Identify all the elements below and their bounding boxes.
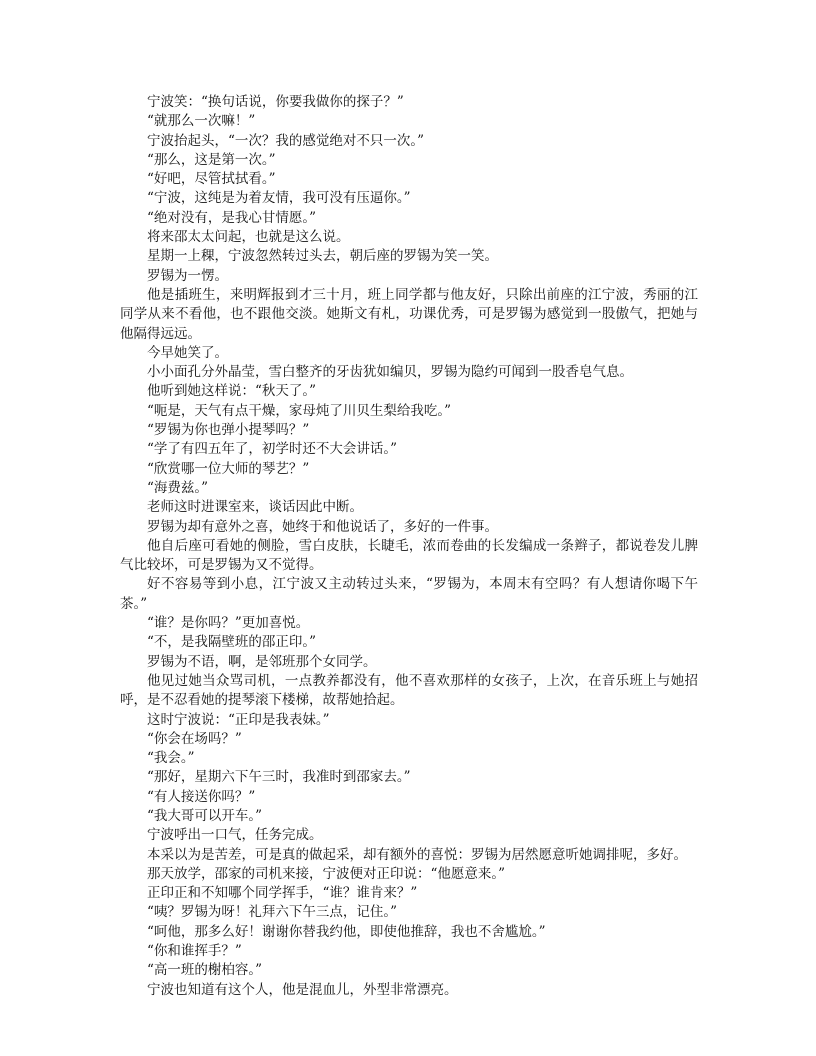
paragraph: “就那么一次嘛！” — [147, 113, 256, 130]
paragraph: “欣赏哪一位大师的琴艺？” — [147, 460, 310, 477]
paragraph: “好吧，尽管拭拭看。” — [147, 171, 276, 188]
paragraph: 罗锡为不语，啊，是邻班那个女同学。 — [147, 653, 377, 670]
paragraph: “那么，这是第一次。” — [147, 151, 276, 168]
paragraph: “罗锡为你也弹小提琴吗？” — [147, 422, 310, 439]
paragraph: “你会在场吗？” — [147, 730, 242, 747]
paragraph: “你和谁挥手？” — [147, 943, 242, 960]
paragraph: “有人接送你吗？” — [147, 788, 256, 805]
paragraph: 罗锡为却有意外之喜，她终于和他说话了，多好的一件事。 — [147, 518, 498, 535]
paragraph: 他自后座可看她的侧脸，雪白皮肤，长睫毛，浓而卷曲的长发编成一条辫子，都说卷发儿脾气比较坏，可是罗锡为又不觉得。 — [120, 537, 698, 574]
paragraph: “绝对没有，是我心甘情愿。” — [147, 209, 317, 226]
paragraph: “高一班的榭柏容。” — [147, 962, 263, 979]
paragraph: “谁？是你吗？”更加喜悦。 — [147, 615, 310, 632]
paragraph: “学了有四五年了，初学时还不大会讲话。” — [147, 441, 398, 458]
paragraph: 他见过她当众骂司机，一点教养都没有，他不喜欢那样的女孩子，上次，在音乐班上与她招呼，是不忍看她的提琴滚下楼梯，故帮她拾起。 — [120, 672, 698, 709]
paragraph: 本采以为是苦差，可是真的做起采，却有额外的喜悦：罗锡为居然愿意听她调排呢，多好。 — [147, 846, 687, 863]
paragraph: “呵他，那多么好！谢谢你替我约他，即使他推辞，我也不舍尴尬。” — [147, 923, 546, 940]
paragraph: 宁波笑：“换句话说，你要我做你的探子？” — [147, 94, 404, 110]
paragraph: “不，是我隔壁班的邵正印。” — [147, 634, 317, 651]
paragraph: 这时宁波说：“正印是我表妹。” — [147, 711, 330, 728]
paragraph: 将来邵太太问起，也就是这么说。 — [147, 229, 350, 246]
paragraph: “宁波，这纯是为着友情，我可没有压逼你。” — [147, 190, 411, 207]
paragraph: “我会。” — [147, 750, 195, 767]
paragraph: 正印正和不知哪个同学挥手，“谁？谁肯来？” — [147, 885, 418, 902]
paragraph: 今早她笑了。 — [147, 344, 228, 361]
paragraph: 星期一上稞，宁波忽然转过头去，朝后座的罗锡为笑一笑。 — [147, 248, 498, 265]
paragraph: 罗锡为一愣。 — [147, 267, 228, 284]
paragraph: 宁波抬起头，“一次？我的感觉绝对不只一次。” — [147, 132, 425, 149]
paragraph: 他听到她这样说：“秋天了。” — [147, 383, 317, 400]
paragraph: 好不容易等到小息，江宁波又主动转过头来，“罗锡为，本周末有空吗？有人想请你喝下午茶。” — [120, 576, 698, 612]
paragraph: “呃是，天气有点干燥，家母炖了川贝生梨给我吃。” — [147, 402, 452, 419]
paragraph: 小小面孔分外晶莹，雪白整齐的牙齿犹如编贝，罗锡为隐约可闻到一股香皂气息。 — [147, 364, 633, 381]
paragraph: “那好，星期六下午三时，我准时到邵家去。” — [147, 769, 411, 786]
body-text — [120, 93, 698, 1000]
paragraph: 宁波呼出一口气，任务完成。 — [147, 827, 323, 844]
paragraph: 老师这时进课室来，谈话因此中断。 — [147, 499, 363, 516]
paragraph: 宁波也知道有这个人，他是混血儿，外型非常漂亮。 — [147, 981, 458, 998]
paragraph: 那天放学，邵家的司机来接，宁波便对正印说：“他愿意来。” — [147, 865, 506, 882]
paragraph: 他是插班生，来明辉报到才三十月，班上同学都与他友好，只除出前座的江宁波，秀丽的江同学从来不看他，也不跟他交淡。她斯文有札，功课优秀，可是罗锡为感觉到一股傲气，把她与他隔得远远。 — [120, 286, 698, 342]
paragraph: “我大哥可以开车。” — [147, 807, 263, 824]
paragraph: “海费兹。” — [147, 479, 209, 496]
paragraph: “咦？罗锡为呀！礼拜六下午三点，记住。” — [147, 904, 398, 921]
